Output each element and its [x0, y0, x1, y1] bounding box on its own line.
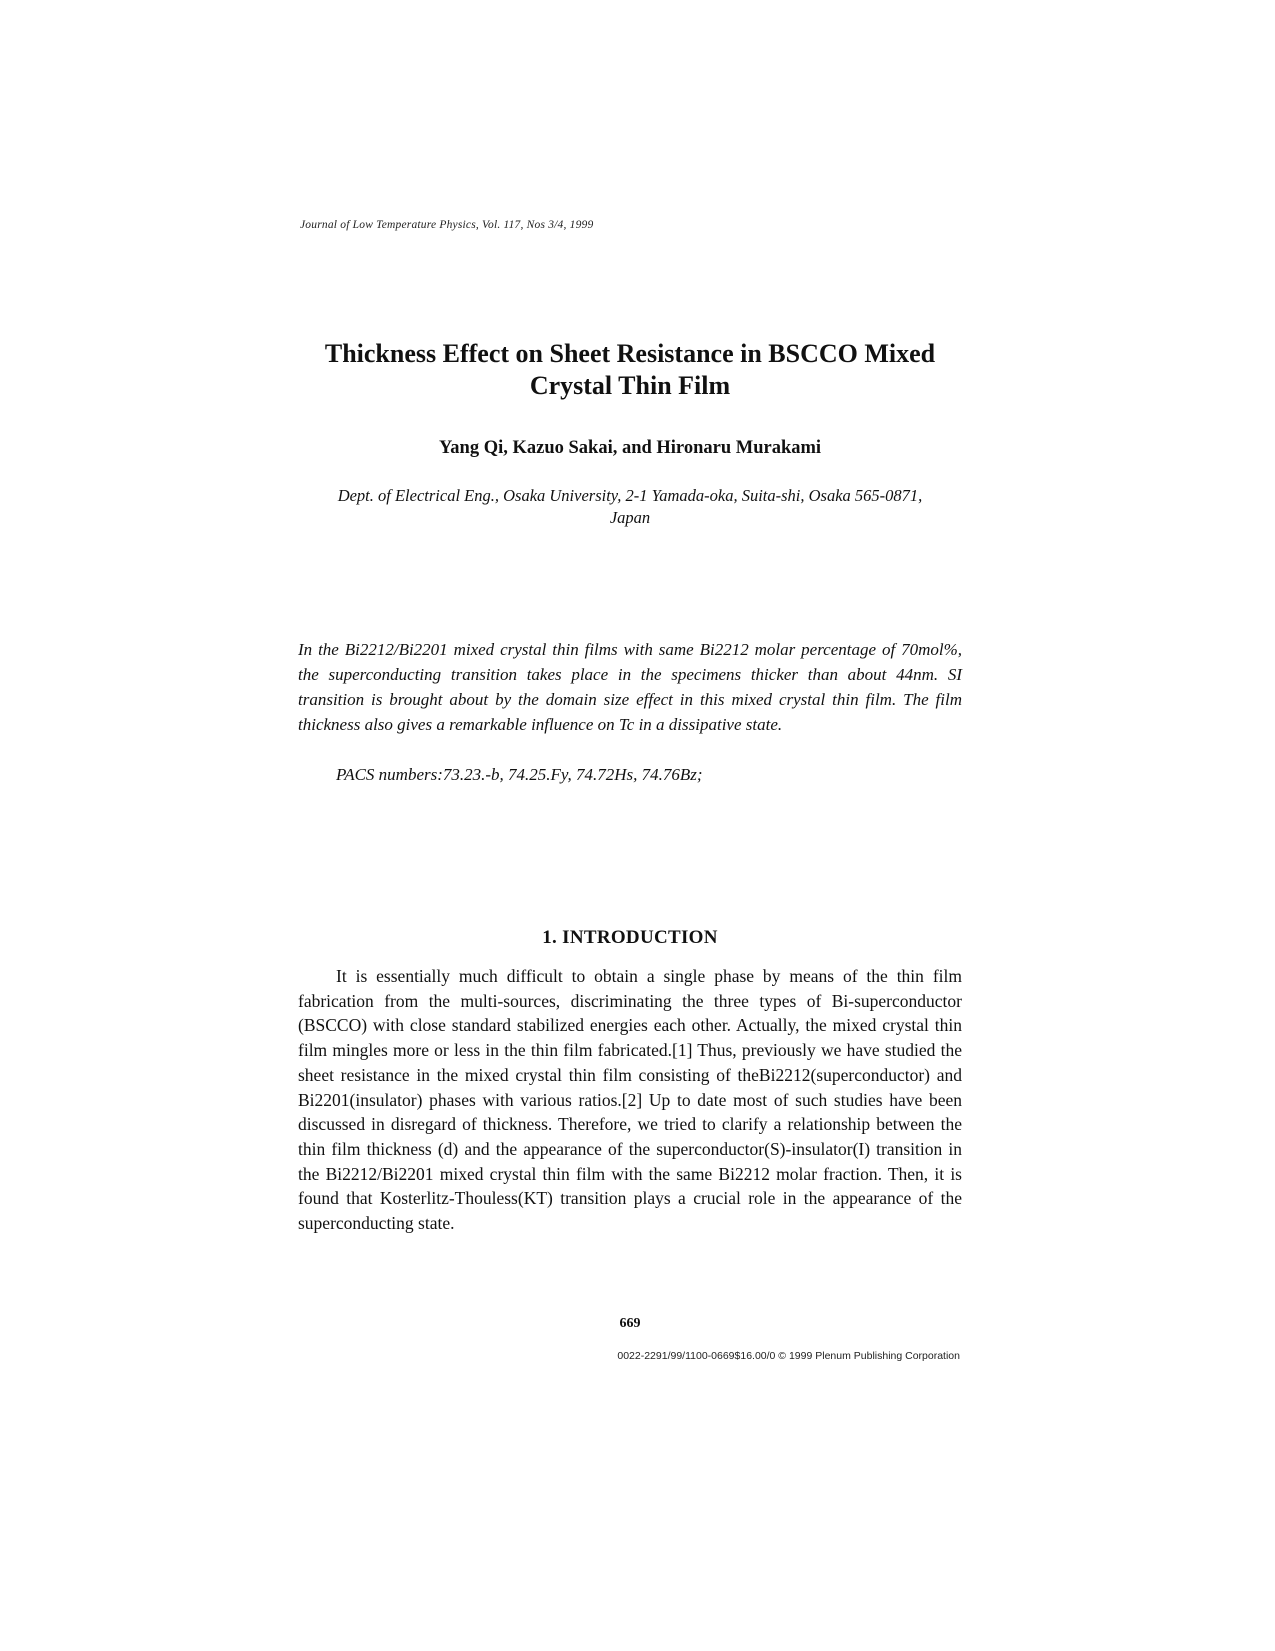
introduction-paragraph: It is essentially much difficult to obtain a single phase by means of the thin film fabrication from the multi-sources, discriminating the three types of Bi-superconductor (BSCCO) with close standard stabilized energies each other. Actually, the mixed crystal thin film mingles more or less in the thin film fabricated.[1] Thus, previously we have studied the sheet resistance in the mixed crystal thin film consisting of theBi2212(superconductor) and Bi2201(insulator) phases with various ratios.[2] Up to date most of such studies have been discussed in disregard of thickness. Therefore, we tried to clarify a relationship between the thin film thickness (d) and the appearance of the superconductor(S)-insulator(I) transition in the Bi2212/Bi2201 mixed crystal thin film with the same Bi2212 molar fraction. Then, it is found that Kosterlitz-Thouless(KT) transition plays a crucial role in the appearance of the superconducting state. [298, 966, 962, 1234]
copyright-line: 0022-2291/99/1100-0669$16.00/0 © 1999 Plenum Publishing Corporation [617, 1350, 960, 1362]
author-list: Yang Qi, Kazuo Sakai, and Hironaru Murakami [438, 438, 822, 458]
section-heading-introduction: 1. INTRODUCTION [542, 927, 718, 948]
paper-title: Thickness Effect on Sheet Resistance in BSCCO Mixed Crystal Thin Film [324, 339, 936, 400]
page-number: 669 [619, 1316, 641, 1331]
journal-header: Journal of Low Temperature Physics, Vol. 117, Nos 3/4, 1999 [300, 219, 594, 231]
affiliation: Dept. of Electrical Eng., Osaka University, 2-1 Yamada-oka, Suita-shi, Osaka 565-0871, Japan [337, 486, 923, 527]
pacs-numbers: PACS numbers:73.23.-b, 74.25.Fy, 74.72Hs, 74.76Bz; [336, 765, 703, 784]
abstract: In the Bi2212/Bi2201 mixed crystal thin films with same Bi2212 molar percentage of 70mol%, the superconducting transition takes place in the specimens thicker than about 44nm. SI transition is brought about by the domain size effect in this mixed crystal thin film. The film thickness also gives a remarkable influence on Tc in a dissipative state. [298, 640, 962, 734]
